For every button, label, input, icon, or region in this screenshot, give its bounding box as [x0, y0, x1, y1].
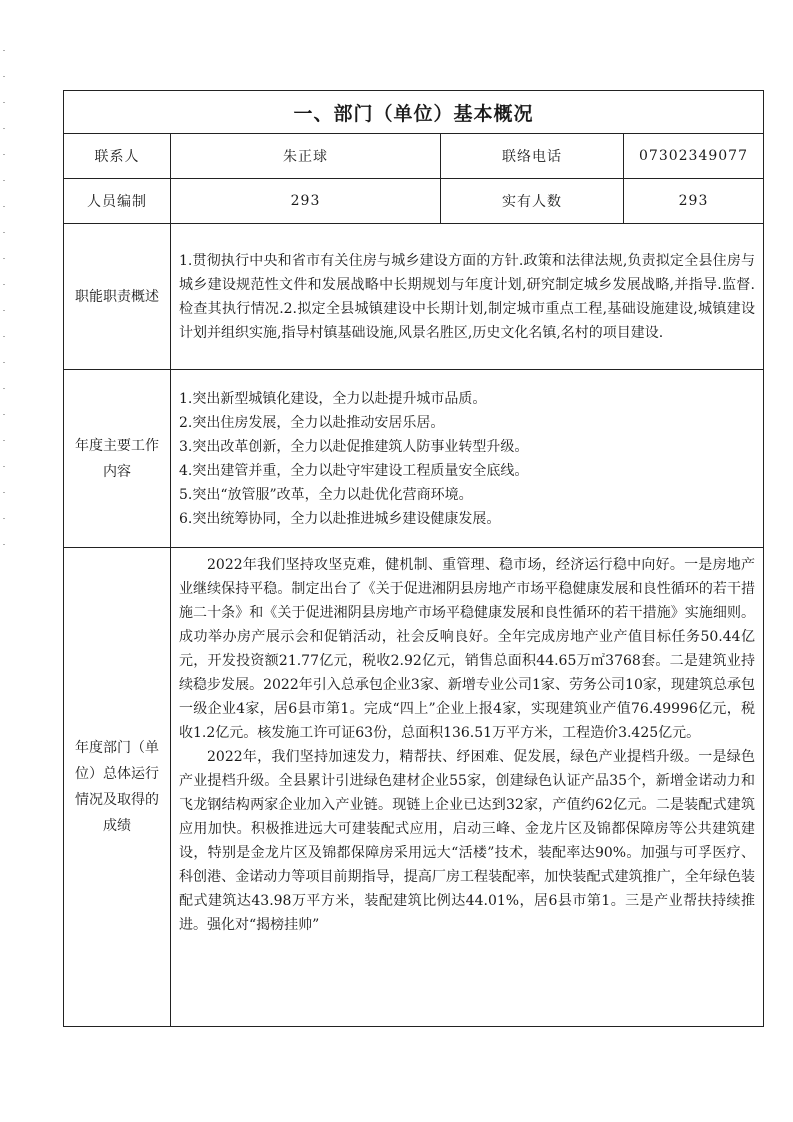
results-paragraph-1: 2022年我们坚持攻坚克难，健机制、重管理、稳市场，经济运行稳中向好。一是房地产业继续保持平稳。制定出台了《关于促进湘阴县房地产市场平稳健康发展和良性循环的若干措施二十条》和《关于促进湘阴县房地产市场平稳健康发展和良性循环的若干措施》实施细则。成功举办房产展示会和促销活动，社会反响良好。全年完成房地产业产值目标任务50.44亿元，开发投资额21.77亿元，税收2.92亿元，销售总面积44.65万㎡3768套。二是建筑业持续稳步发展。2022年引入总承包企业3家、新增专业公司1家、劳务公司10家，现建筑总承包一级企业4家，居6县市第1。完成“四上”企业上报4家，实现建筑业产值76.49996亿元，税收1.2亿元。核发施工许可证63份，总面积136.51万平方米，工程造价3.425亿元。	[179, 557, 756, 741]
duties-text: 1.贯彻执行中央和省市有关住房与城乡建设方面的方针.政策和法律法规,负责拟定全县住房与城乡建设规范性文件和发展战略中长期规划与年度计划,研究制定城乡发展战略,并指导.监督.检查其执行情况.2.拟定全县城镇建设中长期计划,制定城市重点工程,基础设施建设,城镇建设计划并组织实施,指导村镇基础设施,风景名胜区,历史文化名镇,名村的项目建设.	[171, 224, 764, 370]
work-item: 1.突出新型城镇化建设，全力以赴提升城市品质。	[179, 390, 487, 407]
results-text	[171, 548, 764, 1027]
staff-value: 293	[171, 179, 441, 224]
binding-hole-marks	[3, 50, 5, 550]
actual-staff-value: 293	[624, 179, 764, 224]
staff-label: 人员编制	[64, 179, 171, 224]
contact-value: 朱正球	[171, 134, 441, 179]
results-label: 年度部门（单位）总体运行情况及取得的成绩	[64, 548, 171, 1027]
work-item: 5.突出“放管服”改革，全力以赴优化营商环境。	[179, 486, 473, 503]
work-item: 2.突出住房发展，全力以赴推动安居乐居。	[179, 414, 445, 431]
work-list	[171, 370, 764, 548]
duties-label: 职能职责概述	[64, 224, 171, 370]
work-item: 6.突出统筹协同，全力以赴推进城乡建设健康发展。	[179, 510, 501, 527]
work-item: 4.突出建管并重，全力以赴守牢建设工程质量安全底线。	[179, 462, 529, 479]
work-label: 年度主要工作内容	[64, 370, 171, 548]
work-item: 3.突出改革创新，全力以赴促推建筑人防事业转型升级。	[179, 438, 529, 455]
info-sheet	[63, 90, 763, 1050]
contact-label: 联系人	[64, 134, 171, 179]
results-paragraph-2: 2022年，我们坚持加速发力，精帮扶、纾困难、促发展，绿色产业提档升级。一是绿色产业提档升级。全县累计引进绿色建材企业55家，创建绿色认证产品35个，新增金诺动力和飞龙钢结构两家企业加入产业链。现链上企业已达到32家，产值约62亿元。二是装配式建筑应用加快。积极推进远大可建装配式应用，启动三峰、金龙片区及锦都保障房等公共建筑建设，特别是金龙片区及锦都保障房采用远大“活楼”技术，装配率达90%。加强与可孚医疗、科创港、金诺动力等项目前期指导，提高厂房工程装配率，加快装配式建筑推广，全年绿色装配式建筑达43.98万平方米，装配建筑比例达44.01%，居6县市第1。三是产业帮扶持续推进。强化对“揭榜挂帅”	[179, 749, 756, 933]
phone-label: 联络电话	[441, 134, 624, 179]
overview-table	[63, 90, 764, 1027]
phone-value: 07302349077	[624, 134, 764, 179]
table-title: 一、部门（单位）基本概况	[64, 91, 764, 134]
actual-staff-label: 实有人数	[441, 179, 624, 224]
